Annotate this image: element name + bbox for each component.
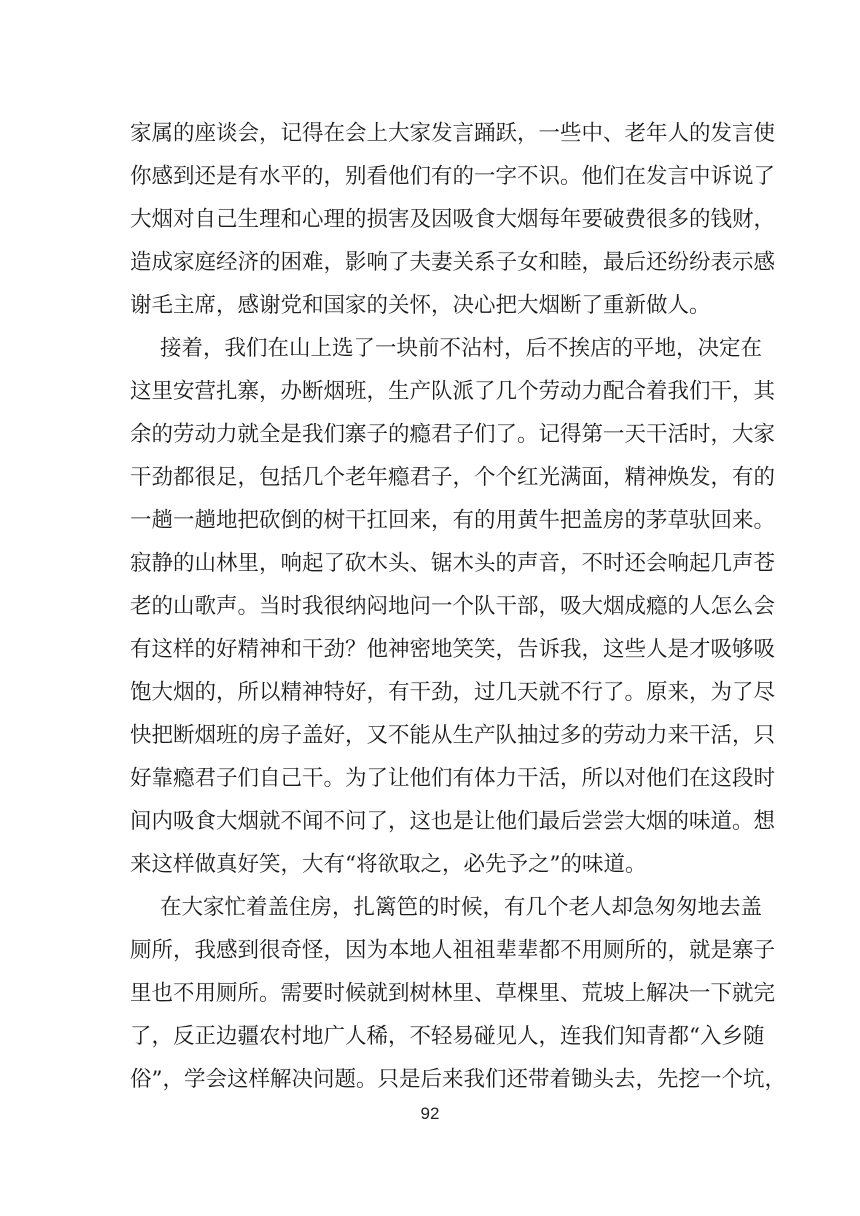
text-line: 这里安营扎寨，办断烟班，生产队派了几个劳动力配合着我们干，其 [130, 379, 776, 404]
text-line: 好靠瘾君子们自己干。为了让他们有体力干活，所以对他们在这段时 [130, 766, 776, 791]
text-line: 谢毛主席，感谢党和国家的关怀，决心把大烟断了重新做人。 [130, 293, 711, 318]
text-line: 饱大烟的，所以精神特好，有干劲，过几天就不行了。原来，为了尽 [130, 680, 776, 705]
text-line: 在大家忙着盖住房，扎篱笆的时候，有几个老人却急匆匆地去盖 [160, 895, 763, 920]
text-line: 家属的座谈会，记得在会上大家发言踊跃，一些中、老年人的发言使 [130, 121, 776, 146]
text-line: 里也不用厕所。需要时候就到树林里、草棵里、荒坡上解决一下就完 [130, 981, 776, 1006]
text-line: 了，反正边疆农村地广人稀，不轻易碰见人，连我们知青都“入乡随 [130, 1024, 765, 1049]
paragraph [130, 112, 776, 327]
text-line: 老的山歌声。当时我很纳闷地问一个队干部，吸大烟成瘾的人怎么会 [130, 594, 776, 619]
paragraph [130, 327, 776, 886]
body-text [130, 112, 786, 1101]
text-line: 间内吸食大烟就不闻不问了，这也是让他们最后尝尝大烟的味道。想 [130, 809, 776, 834]
text-line: 厕所，我感到很奇怪，因为本地人祖祖辈辈都不用厕所的，就是寨子 [130, 938, 776, 963]
text-line: 你感到还是有水平的，别看他们有的一字不识。他们在发言中诉说了 [130, 164, 776, 189]
page-number: 92 [420, 1104, 440, 1123]
paragraph [130, 886, 786, 1101]
text-line: 接着，我们在山上选了一块前不沾村，后不挨店的平地，决定在 [160, 336, 763, 361]
text-line: 俗”，学会这样解决问题。只是后来我们还带着锄头去，先挖一个坑， [130, 1067, 786, 1092]
text-line: 一趟一趟地把砍倒的树干扛回来，有的用黄牛把盖房的茅草驮回来。 [130, 508, 776, 533]
text-line: 干劲都很足，包括几个老年瘾君子，个个红光满面，精神焕发，有的 [130, 465, 776, 490]
text-line: 有这样的好精神和干劲？他神密地笑笑，告诉我，这些人是才吸够吸 [130, 637, 776, 662]
text-line: 来这样做真好笑，大有“将欲取之，必先予之”的味道。 [130, 852, 647, 877]
text-line: 余的劳动力就全是我们寨子的瘾君子们了。记得第一天干活时，大家 [130, 422, 776, 447]
text-line: 大烟对自己生理和心理的损害及因吸食大烟每年要破费很多的钱财， [130, 207, 776, 232]
text-line: 快把断烟班的房子盖好，又不能从生产队抽过多的劳动力来干活，只 [130, 723, 776, 748]
text-line: 造成家庭经济的困难，影响了夫妻关系子女和睦，最后还纷纷表示感 [130, 250, 776, 275]
text-line: 寂静的山林里，响起了砍木头、锯木头的声音，不时还会响起几声苍 [130, 551, 776, 576]
